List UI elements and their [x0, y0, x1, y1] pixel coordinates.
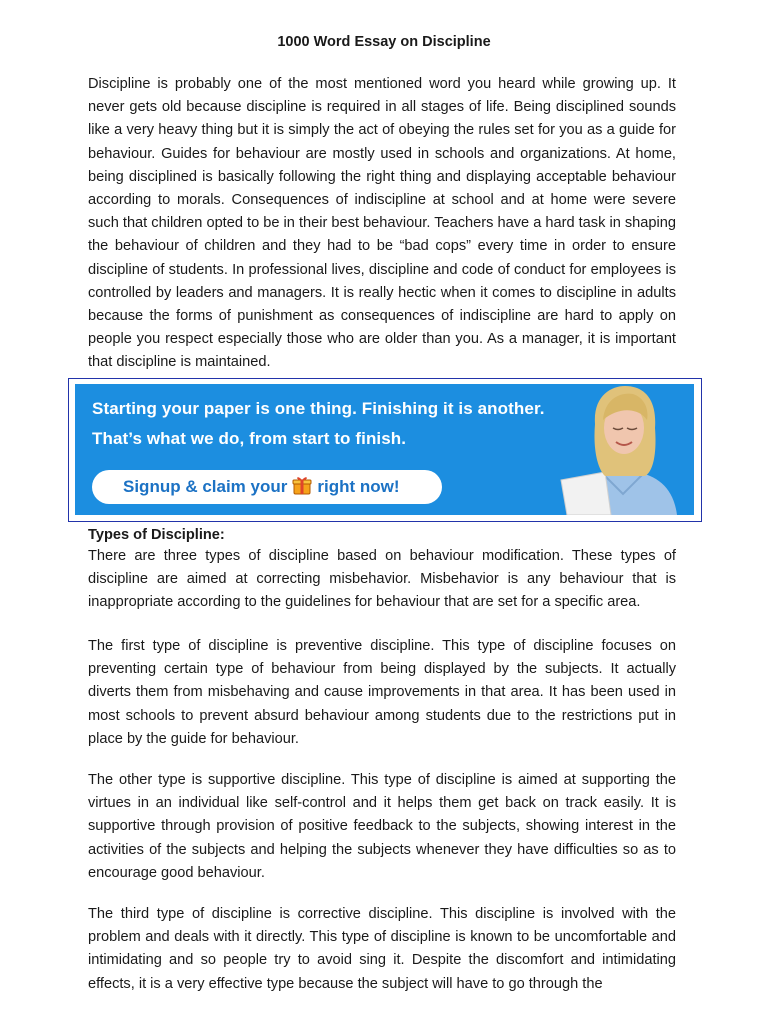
gift-icon [292, 475, 312, 500]
signup-button[interactable] [92, 470, 442, 504]
essay-title: 1000 Word Essay on Discipline [277, 34, 491, 50]
section-heading: Types of Discipline: [88, 527, 225, 543]
paragraph-supportive: The other type is supportive discipline. This type of discipline is aimed at supporting the virtues in an individual like self-control and it helps them get back on track easily. It is supportive through provision of positive feedback to the subjects, showing interest in the activities of the subjects and helping the subjects whenever they have difficulties so as to encourage good behaviour. [88, 772, 676, 881]
signup-button-label-prefix: Signup & claim your [123, 477, 288, 496]
ad-banner[interactable] [68, 378, 702, 522]
ad-content[interactable] [75, 384, 694, 515]
ad-headline: Starting your paper is one thing. Finishing it is another. [92, 399, 545, 418]
person-reading-image [553, 384, 694, 515]
paragraph-intro: Discipline is probably one of the most mentioned word you heard while growing up. It never gets old because discipline is required in all stages of life. Being disciplined sounds like a very heavy thing but it is simply the act of obeying the rules set for you as a guide for behaviour. Guides for behaviour are mostly used in schools and organizations. At home, being disciplined is basically following the right thing and displaying acceptable behaviour according to morals. Consequences of indiscipline at school and at home were severe such that children opted to be in their best behaviour. Teachers have a hard task in shaping the behaviour of children and they had to be “bad cops” every time in order to ensure discipline of students. In professional lives, discipline and code of conduct for employees is controlled by leaders and managers. It is really hectic when it comes to discipline in adults because the forms of punishment as consequences of indiscipline are hard to apply on people you respect especially those who are older than you. As a manager, it is important that discipline is maintained. [88, 76, 676, 371]
paragraph-types-intro: There are three types of discipline based on behaviour modification. These types of discipline are aimed at correcting misbehavior. Misbehavior is any behaviour that is inappropriate according to the guidelines for behaviour that are set for a specific area. [88, 548, 676, 611]
signup-button-label-suffix: right now! [317, 477, 400, 496]
paragraph-preventive: The first type of discipline is preventive discipline. This type of discipline focuses on preventing certain type of behaviour from being displayed by the subjects. It actually diverts them from misbehaving and cause improvements in that area. It has been used in most schools to prevent absurd behaviour among students due to the restrictions put in place by the guide for behaviour. [88, 638, 676, 747]
paragraph-corrective: The third type of discipline is corrective discipline. This discipline is involved with the problem and deals with it directly. This type of discipline is known to be uncomfortable and intimidating and so people try to avoid sing it. Despite the discomfort and intimidating effects, it is a very effective type because the subject will have to go through the [88, 906, 676, 992]
ad-subheadline: That’s what we do, from start to finish. [92, 429, 407, 448]
